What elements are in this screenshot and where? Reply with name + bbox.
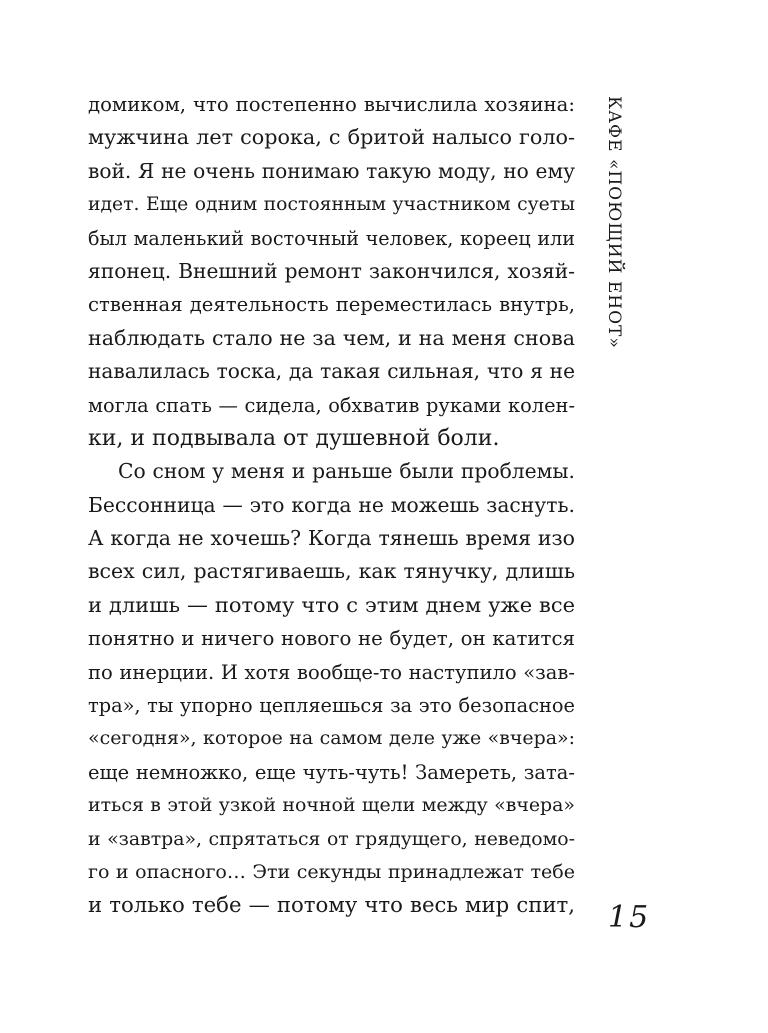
text-line: еще немножко, еще чуть-чуть! Замереть, зата- bbox=[88, 760, 575, 784]
text-line: идет. Еще одним постоянным участником суеты bbox=[88, 194, 575, 216]
running-head: КАФЕ «ПОЮЩИЙ ЕНОТ» bbox=[604, 96, 624, 349]
text-line: Бессонница — это когда не можешь заснуть. bbox=[88, 492, 575, 517]
text-line: домиком, что постепенно вычислила хозяина: bbox=[88, 93, 575, 116]
text-line: мужчина лет сорока, с бритой налысо голо- bbox=[88, 125, 575, 150]
text-line: могла спать — сидела, обхватив руками колен- bbox=[88, 393, 575, 417]
paragraph-end-line: ки, и подвывала от душевной боли. bbox=[88, 425, 500, 451]
text-line: японец. Внешний ремонт закончился, хозяй- bbox=[88, 258, 575, 283]
paragraph-start-line: Со сном у меня и раньше были проблемы. bbox=[118, 459, 575, 484]
text-line: вой. Я не очень понимаю такую моду, но ему bbox=[88, 158, 575, 183]
text-line: А когда не хочешь? Когда тянешь время изо bbox=[88, 526, 575, 551]
text-line: и длишь — потому что с этим днем уже все bbox=[88, 592, 575, 617]
text-line: «сегодня», которое на самом деле уже «вчера»: bbox=[88, 727, 575, 750]
page-number: 15 bbox=[608, 900, 651, 935]
text-line: ственная деятельность переместилась внутрь, bbox=[88, 293, 575, 317]
text-line: иться в этой узкой ночной щели между «вчера» bbox=[88, 794, 575, 817]
text-line: понятно и ничего нового не будет, он катится bbox=[88, 627, 575, 651]
text-line: и только тебе — потому что весь мир спит, bbox=[88, 893, 575, 919]
text-line: навалилась тоска, да такая сильная, что я не bbox=[88, 359, 575, 384]
text-line: по инерции. И хотя вообще-то наступило «зав- bbox=[88, 660, 575, 684]
text-line: го и опасного… Эти секунды принадлежат тебе bbox=[88, 860, 575, 883]
body-text bbox=[88, 88, 575, 923]
text-line: был маленький восточный человек, кореец или bbox=[88, 226, 575, 250]
text-line: тра», ты упорно цепляешься за это безопасное bbox=[88, 694, 575, 718]
text-line: наблюдать стало не за чем, и на меня снова bbox=[88, 325, 575, 350]
text-line: всех сил, растягиваешь, как тянучку, длишь bbox=[88, 559, 575, 584]
text-line: и «завтра», спрятаться от грядущего, неведомо- bbox=[88, 828, 575, 850]
